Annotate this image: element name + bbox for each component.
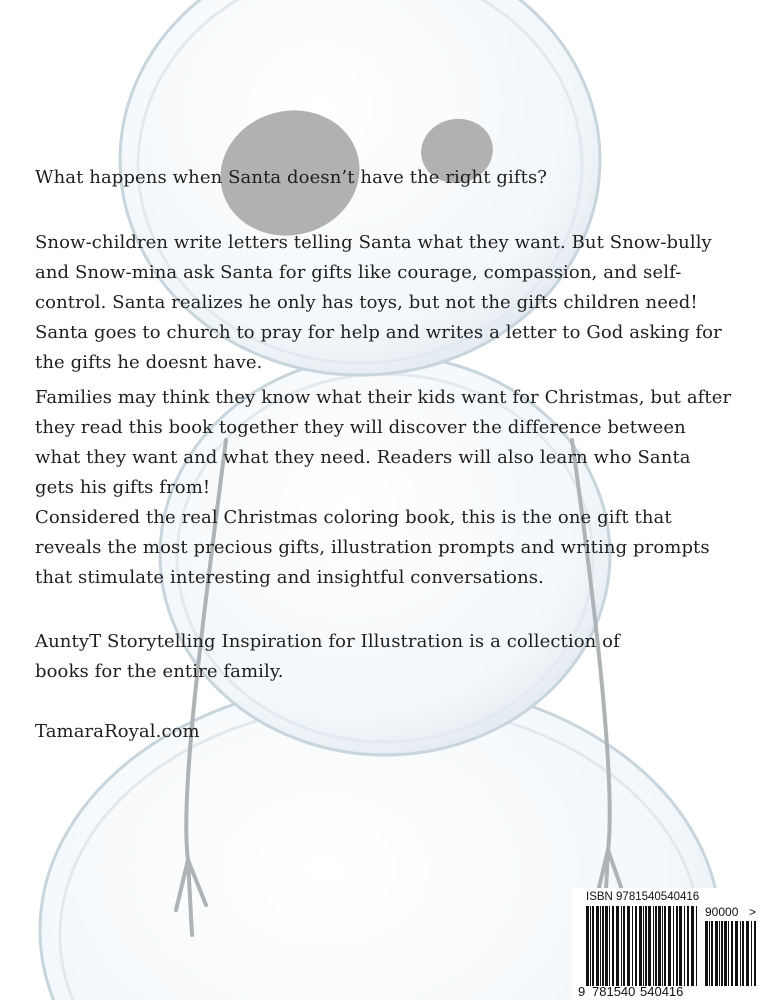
barcode-bar xyxy=(662,906,663,986)
barcode-bar xyxy=(605,906,608,986)
barcode-bar xyxy=(719,921,720,986)
barcode-bar xyxy=(664,906,666,986)
isbn-digit-first: 9 xyxy=(578,984,586,999)
price-code: 90000 xyxy=(705,905,739,919)
barcode-bar xyxy=(596,906,599,986)
barcode-bar xyxy=(635,906,637,986)
barcode-bar xyxy=(691,906,694,986)
barcode-bar xyxy=(724,921,727,986)
barcode-bar xyxy=(687,906,689,986)
website-text: TamaraRoyal.com xyxy=(35,721,200,742)
barcode-bar xyxy=(676,906,678,986)
barcode-bar xyxy=(648,906,651,986)
barcode-bar xyxy=(602,906,604,986)
barcode-bar xyxy=(746,921,749,986)
tagline-question: What happens when Santa doesn’t have the right gifts? xyxy=(35,167,548,188)
barcode-bar xyxy=(645,906,647,986)
barcode-bar xyxy=(751,921,752,986)
barcode-bar xyxy=(653,906,654,986)
barcode-bar xyxy=(721,921,723,986)
barcode-bar xyxy=(742,921,744,986)
barcode-bar xyxy=(684,906,685,986)
barcode-bar xyxy=(731,921,733,986)
collection-paragraph: AuntyT Storytelling Inspiration for Illustration is a collection of books for the entire family. xyxy=(35,631,620,682)
barcode-bar xyxy=(735,921,738,986)
barcode-bar xyxy=(711,921,713,986)
coloring-book-paragraph: Considered the real Christmas coloring book, this is the one gift that reveals the most precious gifts, illustration prompts and writing prompts that stimulate interesting and insightful conversations. xyxy=(35,507,710,588)
barcode-bar xyxy=(658,906,661,986)
barcode-bar xyxy=(590,906,591,986)
barcode-bar xyxy=(627,906,630,986)
synopsis-paragraph: Snow-children write letters telling Santa what they want. But Snow-bully and Snow-mina ask Santa for gifts like courage, compassion, and self-control. Santa realizes he only has toys, but not the gifts children need! Santa goes to church to pray for help and writes a letter to God asking for the gifts he doesnt have. xyxy=(35,232,722,373)
barcode-bar xyxy=(668,906,671,986)
barcode-bar xyxy=(709,921,710,986)
barcode-bar xyxy=(728,921,729,986)
barcode-bar xyxy=(621,906,622,986)
price-marker: > xyxy=(749,905,757,919)
isbn-barcode xyxy=(572,888,761,1000)
barcode-bar xyxy=(715,921,718,986)
families-paragraph: Families may think they know what their kids want for Christmas, but after they read this book together they will discover the difference between what they want and what they need. Readers will also learn who Santa gets his gifts from! xyxy=(35,387,732,498)
barcode-bar xyxy=(655,906,657,986)
barcode-bar xyxy=(586,906,589,986)
barcode-bar xyxy=(696,906,697,986)
barcode-bar xyxy=(632,906,633,986)
isbn-label: ISBN 9781540540416 xyxy=(586,891,700,903)
barcode-bar xyxy=(754,921,756,986)
barcode-bar xyxy=(623,906,625,986)
barcode-bar xyxy=(643,906,644,986)
barcode-bar xyxy=(612,906,614,986)
barcode-bar xyxy=(616,906,619,986)
barcode-bar xyxy=(705,921,708,986)
barcode-bar xyxy=(592,906,594,986)
isbn-digit-group-1: 781540 xyxy=(592,984,636,999)
barcode-bar xyxy=(740,921,741,986)
barcode-bar xyxy=(673,906,674,986)
isbn-digit-group-2: 540416 xyxy=(640,984,684,999)
barcode-bar xyxy=(679,906,682,986)
barcode-bar xyxy=(639,906,642,986)
barcode-bar xyxy=(600,906,601,986)
barcode-bar xyxy=(609,906,610,986)
